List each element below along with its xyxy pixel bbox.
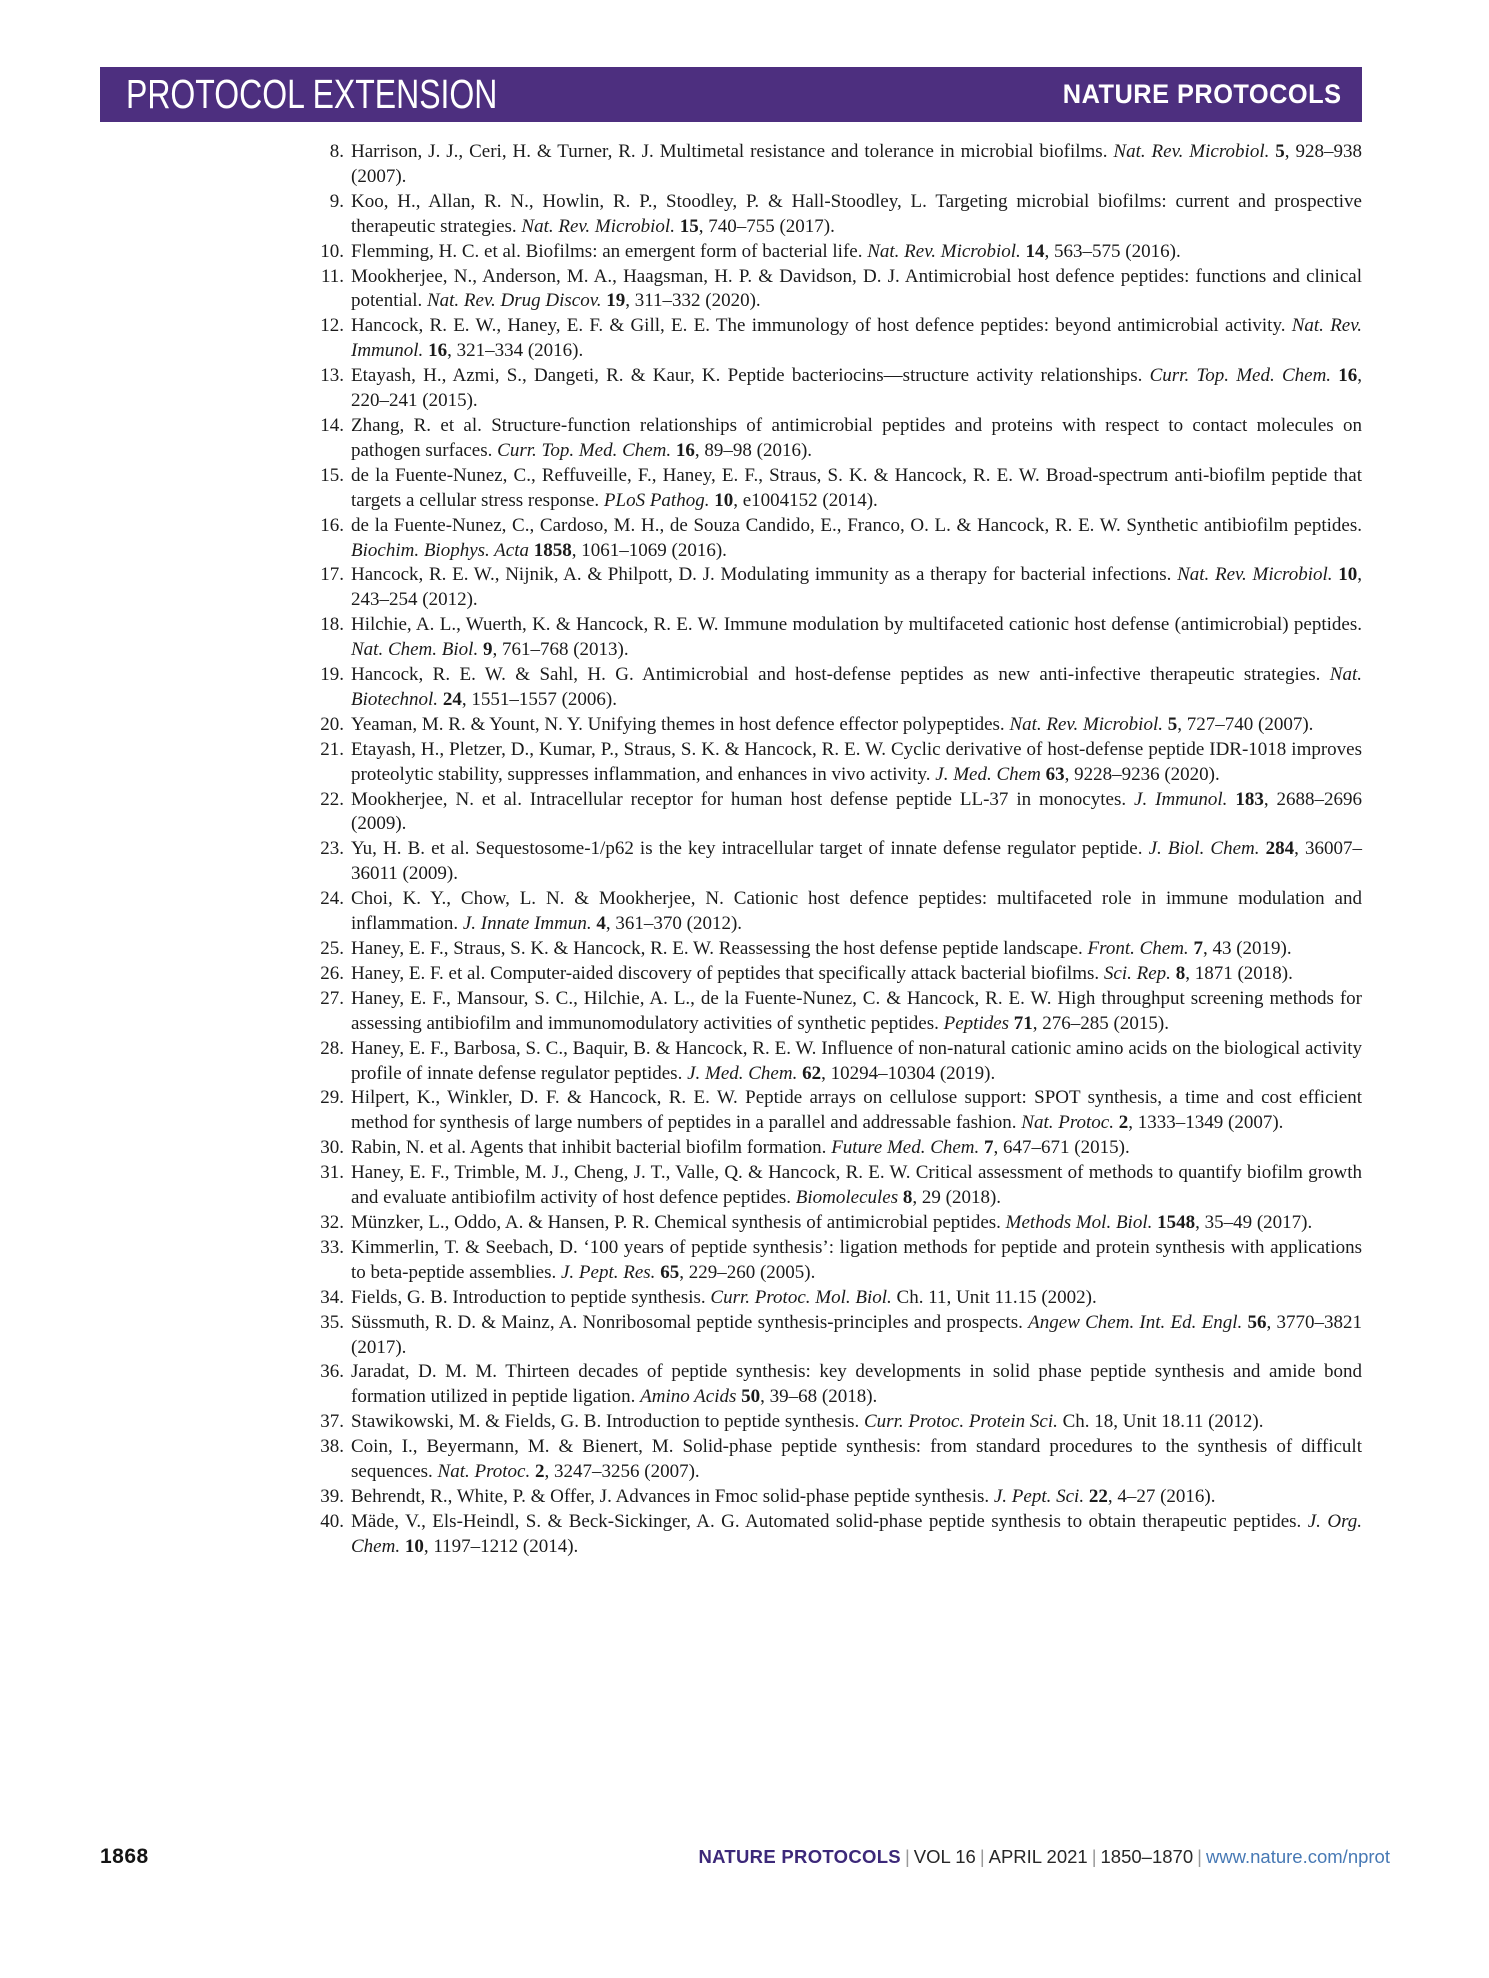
citation-text: , 229–260 (2005). <box>679 1261 816 1283</box>
citation-text: Yeaman, M. R. & Yount, N. Y. Unifying themes in host defence effector polypeptides. <box>351 713 1010 735</box>
citation-text: Mookherjee, N. et al. Intracellular receptor for human host defense peptide LL-37 in monocytes. <box>351 788 1135 810</box>
reference-text <box>351 514 1362 564</box>
citation-text: Hancock, R. E. W. & Sahl, H. G. Antimicrobial and host-defense peptides as new anti-infective therapeutic strategies. <box>351 664 1330 686</box>
reference-text <box>351 364 1362 414</box>
reference-number: 27. <box>320 987 344 1009</box>
reference-item <box>318 140 1362 190</box>
reference-text <box>351 1485 1362 1510</box>
journal-abbreviation: Nat. Rev. Immunol. <box>351 315 1363 362</box>
citation-text: , 276–285 (2015). <box>1032 1012 1169 1034</box>
citation-text: , 29 (2018). <box>912 1187 1002 1209</box>
volume-number: 65 <box>660 1261 680 1283</box>
citation-text: Hancock, R. E. W., Haney, E. F. & Gill, E. E. The immunology of host defence peptides: beyond antimicrobial activity. <box>351 315 1292 337</box>
citation-text: Harrison, J. J., Ceri, H. & Turner, R. J. Multimetal resistance and tolerance in microbial biofilms. <box>351 141 1114 162</box>
reference-text <box>351 414 1362 464</box>
journal-abbreviation: Nat. Rev. Drug Discov. <box>426 290 607 312</box>
volume-number: 7 <box>1193 938 1203 959</box>
citation-text: , 361–370 (2012). <box>605 913 743 935</box>
citation-text: Fields, G. B. Introduction to peptide synthesis. <box>351 1286 711 1308</box>
volume-number: 1548 <box>1157 1211 1196 1233</box>
citation-text: Etayash, H., Pletzer, D., Kumar, P., Straus, S. K. & Hancock, R. E. W. Cyclic derivative of host-defense peptide IDR-1018 improves proteolytic stability, suppresses inflammation, and enhances in vivo activity. <box>351 738 1362 785</box>
citation-text: Haney, E. F., Mansour, S. C., Hilchie, A. L., de la Fuente-Nunez, C. & Hancock, R. E. W. High throughput screening methods for assessing antibiofilm and immunomodulatory activities of synthetic peptides. <box>351 987 1362 1034</box>
reference-item <box>318 937 1362 962</box>
reference-text <box>351 663 1362 713</box>
journal-abbreviation: Amino Acids <box>640 1386 742 1408</box>
reference-number: 26. <box>320 962 344 984</box>
reference-item <box>318 1211 1362 1236</box>
reference-text <box>351 937 1362 962</box>
journal-abbreviation: J. Pept. Sci. <box>993 1485 1089 1507</box>
reference-item <box>318 1037 1362 1087</box>
citation-text: Jaradat, D. M. M. Thirteen decades of peptide synthesis: key developments in solid phase peptide synthesis and amide bond formation utilized in peptide ligation. <box>351 1361 1362 1408</box>
citation-text: , e1004152 (2014). <box>733 489 878 511</box>
reference-item <box>318 962 1362 987</box>
journal-abbreviation: J. Med. Chem <box>935 763 1046 785</box>
journal-abbreviation: Angew Chem. Int. Ed. Engl. <box>1028 1311 1248 1333</box>
footer-citation-line <box>698 1846 1390 1868</box>
reference-number: 20. <box>320 713 344 735</box>
reference-text <box>351 1211 1362 1236</box>
citation-text: , 2688–2696 (2009). <box>351 788 1363 835</box>
reference-number: 10. <box>320 240 344 262</box>
reference-number: 8. <box>329 141 344 162</box>
volume-number: 63 <box>1045 763 1065 785</box>
reference-text <box>351 1136 1362 1161</box>
citation-text: , 4–27 (2016). <box>1107 1485 1216 1507</box>
reference-text <box>351 265 1362 315</box>
journal-abbreviation: Nat. Protoc. <box>437 1461 535 1483</box>
reference-text <box>351 190 1362 240</box>
reference-number: 18. <box>320 614 344 636</box>
reference-item <box>318 514 1362 564</box>
citation-text: , 3770–3821 (2017). <box>351 1311 1362 1358</box>
reference-number: 13. <box>320 365 344 387</box>
citation-text: Haney, E. F., Trimble, M. J., Cheng, J. T., Valle, Q. & Hancock, R. E. W. Critical assessment of methods to quantify biofilm growth and evaluate antibiofilm activity of host defence peptides. <box>351 1162 1362 1209</box>
journal-abbreviation: Nat. Rev. Microbiol. <box>1177 564 1339 586</box>
reference-item <box>318 887 1362 937</box>
reference-item <box>318 1485 1362 1510</box>
citation-text: , 311–332 (2020). <box>625 290 761 312</box>
reference-item <box>318 837 1362 887</box>
volume-number: 8 <box>902 1187 913 1209</box>
citation-text: Hancock, R. E. W., Nijnik, A. & Philpott, D. J. Modulating immunity as a therapy for bacterial infections. <box>351 564 1178 586</box>
reference-item <box>318 663 1362 713</box>
volume-number: 8 <box>1175 962 1186 984</box>
volume-number: 15 <box>679 215 699 237</box>
citation-text: , 9228–9236 (2020). <box>1064 763 1220 785</box>
reference-number: 35. <box>320 1311 344 1333</box>
journal-abbreviation: J. Immunol. <box>1134 788 1236 810</box>
article-type-label: PROTOCOL EXTENSION <box>126 71 498 117</box>
reference-text <box>351 240 1362 265</box>
reference-number: 21. <box>320 738 344 760</box>
citation-text: , 1197–1212 (2014). <box>423 1535 579 1557</box>
volume-number: 183 <box>1235 788 1264 810</box>
volume-number: 284 <box>1265 838 1295 860</box>
footer-separator: | <box>979 1846 985 1867</box>
citation-text: , 35–49 (2017). <box>1195 1211 1313 1233</box>
reference-item <box>318 1360 1362 1410</box>
journal-abbreviation: Nat. Rev. Microbiol. <box>1009 713 1168 735</box>
reference-item <box>318 1136 1362 1161</box>
citation-text: Mäde, V., Els-Heindl, S. & Beck-Sickinger, A. G. Automated solid-phase peptide synthesis to obtain therapeutic peptides. <box>351 1510 1308 1532</box>
footer-journal-name: NATURE PROTOCOLS <box>698 1846 901 1867</box>
journal-abbreviation: Sci. Rep. <box>1103 962 1176 984</box>
reference-text <box>351 563 1362 613</box>
citation-text: , 39–68 (2018). <box>760 1386 878 1408</box>
journal-abbreviation: Nat. Rev. Microbiol. <box>1113 141 1276 162</box>
citation-text: , 727–740 (2007). <box>1177 713 1314 735</box>
journal-abbreviation: Biomolecules <box>795 1187 903 1209</box>
citation-text: Zhang, R. et al. Structure-function relationships of antimicrobial peptides and proteins with respect to contact molecules on pathogen surfaces. <box>351 414 1362 461</box>
footer-page-range: 1850–1870 <box>1100 1846 1194 1867</box>
citation-text: , 243–254 (2012). <box>351 564 1362 611</box>
reference-item <box>318 1086 1362 1136</box>
volume-number: 1858 <box>533 539 572 561</box>
footer-separator: | <box>1091 1846 1097 1867</box>
journal-abbreviation: Methods Mol. Biol. <box>1005 1211 1158 1233</box>
reference-item <box>318 1161 1362 1211</box>
citation-text: , 43 (2019). <box>1202 938 1292 959</box>
citation-text: , 321–334 (2016). <box>447 340 584 362</box>
footer-issue-date: APRIL 2021 <box>988 1846 1088 1867</box>
reference-text <box>351 987 1362 1037</box>
reference-number: 12. <box>320 315 344 337</box>
reference-item <box>318 1236 1362 1286</box>
journal-abbreviation: Nat. Rev. Microbiol. <box>521 215 680 237</box>
reference-item <box>318 1510 1362 1560</box>
volume-number: 19 <box>606 290 626 312</box>
footer-volume: VOL 16 <box>913 1846 976 1867</box>
reference-item <box>318 738 1362 788</box>
volume-number: 10 <box>404 1535 424 1557</box>
reference-number: 11. <box>320 265 344 287</box>
journal-abbreviation: J. Innate Immun. <box>462 913 597 935</box>
reference-item <box>318 364 1362 414</box>
journal-abbreviation: Nat. Chem. Biol. <box>351 639 483 661</box>
journal-abbreviation: J. Pept. Res. <box>561 1261 661 1283</box>
reference-item <box>318 1311 1362 1361</box>
reference-number: 17. <box>320 564 344 586</box>
journal-abbreviation: J. Med. Chem. <box>687 1062 803 1084</box>
reference-text <box>351 1435 1362 1485</box>
volume-number: 16 <box>428 340 448 362</box>
reference-item <box>318 987 1362 1037</box>
reference-item <box>318 788 1362 838</box>
reference-number: 28. <box>320 1037 344 1059</box>
journal-abbreviation: Biochim. Biophys. Acta <box>351 539 534 561</box>
reference-number: 30. <box>320 1137 344 1159</box>
reference-number: 34. <box>320 1286 344 1308</box>
volume-number: 10 <box>714 489 734 511</box>
reference-item <box>318 414 1362 464</box>
citation-text: Etayash, H., Azmi, S., Dangeti, R. & Kaur, K. Peptide bacteriocins—structure activity relationships. <box>351 365 1150 387</box>
reference-number: 32. <box>320 1211 344 1233</box>
footer-separator: | <box>1197 1846 1202 1867</box>
reference-text <box>351 1311 1362 1361</box>
reference-item <box>318 1435 1362 1485</box>
citation-text: Süssmuth, R. D. & Mainz, A. Nonribosomal peptide synthesis-principles and prospects. <box>351 1311 1029 1333</box>
citation-text: Flemming, H. C. et al. Biofilms: an emergent form of bacterial life. <box>351 240 868 262</box>
citation-text: , 1061–1069 (2016). <box>571 539 727 561</box>
journal-abbreviation: J. Org. Chem. <box>351 1510 1363 1557</box>
reference-number: 31. <box>320 1162 344 1184</box>
journal-abbreviation: Curr. Top. Med. Chem. <box>1149 365 1339 387</box>
journal-abbreviation: Peptides <box>943 1012 1014 1034</box>
citation-text: , 647–671 (2015). <box>993 1137 1130 1159</box>
reference-text <box>351 962 1362 987</box>
reference-item <box>318 1410 1362 1435</box>
journal-abbreviation: Curr. Protoc. Mol. Biol. <box>710 1286 897 1308</box>
reference-text <box>351 464 1362 514</box>
reference-text <box>351 1086 1362 1136</box>
citation-text: , 89–98 (2016). <box>694 439 813 461</box>
reference-number: 38. <box>320 1436 344 1458</box>
citation-text: , 1333–1349 (2007). <box>1128 1112 1284 1134</box>
volume-number: 10 <box>1338 564 1358 586</box>
reference-text <box>351 140 1362 190</box>
reference-text <box>351 1410 1362 1435</box>
volume-number: 16 <box>675 439 695 461</box>
citation-text: Hilchie, A. L., Wuerth, K. & Hancock, R. E. W. Immune modulation by multifaceted cationic host defense (antimicrobial) peptides. <box>351 614 1362 636</box>
reference-text <box>351 713 1362 738</box>
citation-text: Rabin, N. et al. Agents that inhibit bacterial biofilm formation. <box>351 1137 832 1159</box>
reference-number: 40. <box>320 1510 344 1532</box>
volume-number: 71 <box>1013 1012 1033 1034</box>
reference-number: 39. <box>320 1485 344 1507</box>
reference-text <box>351 738 1362 788</box>
reference-text <box>351 1161 1362 1211</box>
volume-number: 5 <box>1275 141 1285 162</box>
volume-number: 62 <box>802 1062 822 1084</box>
reference-number: 33. <box>320 1236 344 1258</box>
journal-abbreviation: J. Biol. Chem. <box>1148 838 1266 860</box>
journal-abbreviation: Future Med. Chem. <box>831 1137 985 1159</box>
reference-item <box>318 265 1362 315</box>
reference-text <box>351 1037 1362 1087</box>
citation-text: Yu, H. B. et al. Sequestosome-1/p62 is the key intracellular target of innate defense regulator peptide. <box>351 838 1149 860</box>
citation-text: Münzker, L., Oddo, A. & Hansen, P. R. Chemical synthesis of antimicrobial peptides. <box>351 1211 1006 1233</box>
journal-abbreviation: Curr. Protoc. Protein Sci. <box>864 1411 1063 1433</box>
journal-name-header: NATURE PROTOCOLS <box>1063 79 1342 109</box>
citation-text: , 761–768 (2013). <box>492 639 629 661</box>
citation-text: Behrendt, R., White, P. & Offer, J. Advances in Fmoc solid-phase peptide synthesis. <box>351 1485 994 1507</box>
reference-number: 9. <box>329 190 344 212</box>
reference-number: 36. <box>320 1361 344 1383</box>
citation-text: Mookherjee, N., Anderson, M. A., Haagsman, H. P. & Davidson, D. J. Antimicrobial host defence peptides: functions and clinical potential. <box>351 265 1362 312</box>
citation-text: , 563–575 (2016). <box>1044 240 1181 262</box>
reference-item <box>318 190 1362 240</box>
citation-text: Ch. 18, Unit 18.11 (2012). <box>1062 1411 1264 1433</box>
reference-text <box>351 613 1362 663</box>
journal-abbreviation: Nat. Rev. Microbiol. <box>867 240 1026 262</box>
reference-item <box>318 240 1362 265</box>
citation-text: de la Fuente-Nunez, C., Reffuveille, F., Haney, E. F., Straus, S. K. & Hancock, R. E. W. Broad-spectrum anti-biofilm peptide that targets a cellular stress response. <box>351 464 1362 511</box>
volume-number: 2 <box>1118 1112 1129 1134</box>
journal-abbreviation: Nat. Biotechnol. <box>351 664 1362 710</box>
volume-number: 50 <box>741 1386 761 1408</box>
reference-item <box>318 314 1362 364</box>
citation-text: de la Fuente-Nunez, C., Cardoso, M. H., de Souza Candido, E., Franco, O. L. & Hancock, R. E. W. Synthetic antibiofilm peptides. <box>351 514 1362 536</box>
reference-number: 37. <box>320 1411 344 1433</box>
reference-text <box>351 1360 1362 1410</box>
page-footer <box>100 1845 1390 1869</box>
reference-text <box>351 1510 1362 1560</box>
reference-number: 19. <box>320 664 344 686</box>
reference-number: 29. <box>320 1087 344 1109</box>
reference-text <box>351 788 1362 838</box>
reference-item <box>318 713 1362 738</box>
reference-item <box>318 464 1362 514</box>
journal-abbreviation: Front. Chem. <box>1087 938 1194 959</box>
reference-number: 14. <box>320 414 344 436</box>
citation-text: Koo, H., Allan, R. N., Howlin, R. P., Stoodley, P. & Hall-Stoodley, L. Targeting microbial biofilms: current and prospective therapeutic strategies. <box>351 190 1362 237</box>
footer-url-link[interactable]: www.nature.com/nprot <box>1205 1846 1390 1867</box>
citation-text: , 36007–36011 (2009). <box>351 838 1363 885</box>
journal-abbreviation: Curr. Top. Med. Chem. <box>497 439 676 461</box>
citation-text: Haney, E. F., Straus, S. K. & Hancock, R. E. W. Reassessing the host defense peptide landscape. <box>351 938 1088 959</box>
citation-text: , 1871 (2018). <box>1185 962 1293 984</box>
reference-number: 24. <box>320 888 344 910</box>
citation-text: Haney, E. F. et al. Computer-aided discovery of peptides that specifically attack bacterial biofilms. <box>351 962 1104 984</box>
citation-text: Stawikowski, M. & Fields, G. B. Introduction to peptide synthesis. <box>351 1411 864 1433</box>
reference-item <box>318 563 1362 613</box>
page-number: 1868 <box>100 1845 149 1868</box>
citation-text: Choi, K. Y., Chow, L. N. & Mookherjee, N. Cationic host defence peptides: multifaceted role in immune modulation and inflammation. <box>351 888 1362 935</box>
citation-text: , 220–241 (2015). <box>351 365 1363 412</box>
reference-number: 25. <box>320 938 344 959</box>
volume-number: 4 <box>596 913 606 935</box>
citation-text: , 1551–1557 (2006). <box>461 688 617 710</box>
reference-list <box>318 140 1362 1560</box>
citation-text: , 740–755 (2017). <box>698 215 835 237</box>
citation-text: Kimmerlin, T. & Seebach, D. ‘100 years of peptide synthesis’: ligation methods for peptide and protein synthesis with applications to beta-peptide assemblies. <box>351 1236 1362 1283</box>
citation-text: Hilpert, K., Winkler, D. F. & Hancock, R. E. W. Peptide arrays on cellulose support: SPOT synthesis, a time and cost efficient method for synthesis of large numbers of peptides in a parallel and addressable fashion. <box>351 1087 1362 1134</box>
reference-number: 16. <box>320 514 344 536</box>
reference-text <box>351 1236 1362 1286</box>
reference-text <box>351 887 1362 937</box>
header-banner <box>100 67 1362 122</box>
citation-text: Haney, E. F., Barbosa, S. C., Baquir, B. & Hancock, R. E. W. Influence of non-natural cationic amino acids on the biological activity profile of innate defense regulator peptides. <box>351 1037 1362 1084</box>
citation-text: , 928–938 (2007). <box>351 141 1362 187</box>
journal-abbreviation: PLoS Pathog. <box>603 489 715 511</box>
citation-text: Ch. 11, Unit 11.15 (2002). <box>896 1286 1097 1308</box>
citation-text: , 10294–10304 (2019). <box>821 1062 996 1084</box>
journal-abbreviation: Nat. Protoc. <box>1021 1112 1119 1134</box>
volume-number: 56 <box>1247 1311 1267 1333</box>
volume-number: 9 <box>482 639 493 661</box>
volume-number: 14 <box>1025 240 1045 262</box>
volume-number: 24 <box>442 688 462 710</box>
reference-text <box>351 314 1362 364</box>
reference-number: 22. <box>320 788 344 810</box>
volume-number: 5 <box>1167 713 1178 735</box>
volume-number: 7 <box>984 1137 994 1159</box>
reference-item <box>318 613 1362 663</box>
volume-number: 16 <box>1338 365 1358 387</box>
reference-number: 15. <box>320 464 344 486</box>
volume-number: 2 <box>535 1461 545 1483</box>
reference-text <box>351 1286 1362 1311</box>
footer-separator: | <box>904 1846 910 1867</box>
citation-text: Coin, I., Beyermann, M. & Bienert, M. Solid-phase peptide synthesis: from standard procedures to the synthesis of difficult sequences. <box>351 1436 1362 1483</box>
reference-item <box>318 1286 1362 1311</box>
citation-text: , 3247–3256 (2007). <box>544 1461 700 1483</box>
reference-number: 23. <box>320 838 344 860</box>
volume-number: 22 <box>1088 1485 1108 1507</box>
reference-text <box>351 837 1362 887</box>
